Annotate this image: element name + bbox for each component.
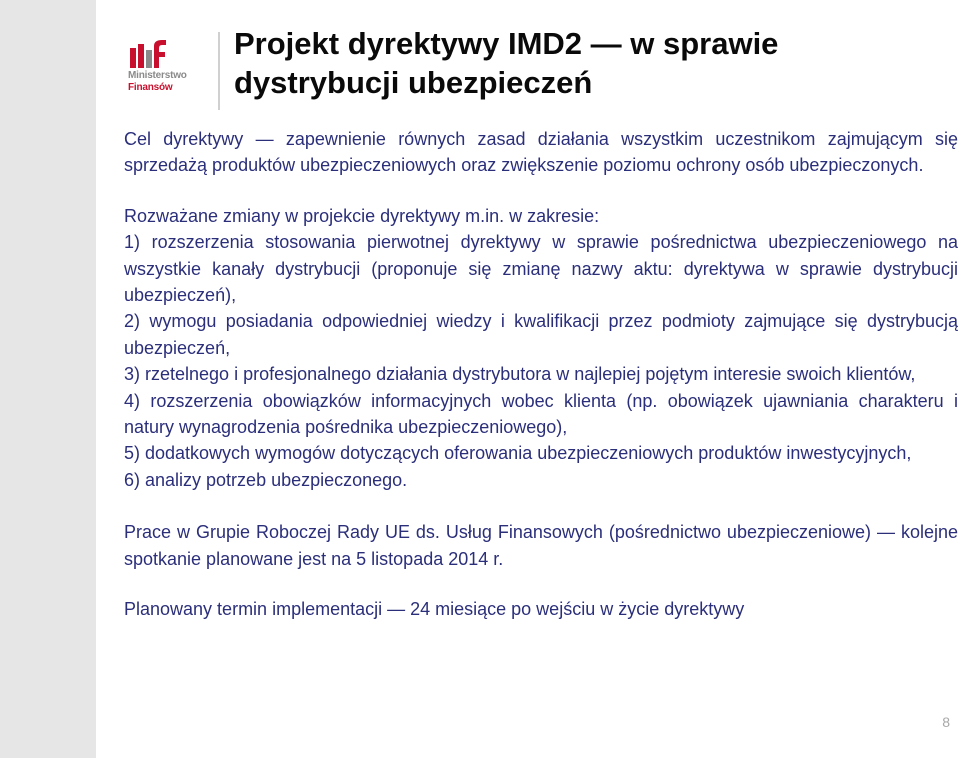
header-divider	[218, 32, 220, 110]
list-item: 6) analizy potrzeb ubezpieczonego.	[124, 469, 408, 490]
intro-paragraph: Rozważane zmiany w projekcie dyrektywy m.in. w zakresie:	[124, 205, 600, 226]
logo-text-line2: Finansów	[128, 82, 173, 93]
sidebar-panel	[0, 0, 96, 758]
ministry-logo-icon	[128, 40, 168, 68]
page-number: 8	[942, 714, 950, 730]
goal-paragraph: Cel dyrektywy — zapewnienie równych zasad działania wszystkim uczestnikom zajmującym się sprzedażą produktów ubezpieczeniowych oraz zwiększenie poziomu ochrony osób ubezpieczonych.	[124, 129, 958, 176]
list-item: 3) rzetelnego i profesjonalnego działania dystrybutora w najlepiej pojętym interesie swoich klientów,	[124, 364, 916, 385]
deadline-paragraph: Planowany termin implementacji — 24 miesiące po wejściu w życie dyrektywy	[124, 599, 745, 620]
slide-title: Projekt dyrektywy IMD2 — w sprawie dystrybucji ubezpieczeń	[234, 26, 779, 100]
ministry-of-finance-logo	[124, 40, 187, 96]
list-item: 2) wymogu posiadania odpowiedniej wiedzy i kwalifikacji przez podmioty zajmujące się dystrybucją ubezpieczeń,	[124, 311, 958, 358]
list-item: 5) dodatkowych wymogów dotyczących oferowania ubezpieczeniowych produktów inwestycyjnych,	[124, 443, 912, 464]
list-item: 1) rozszerzenia stosowania pierwotnej dyrektywy w sprawie pośrednictwa ubezpieczeniowego na wszystkie kanały dystrybucji (proponuje się zmianę nazwy aktu: dyrektywa w sprawie dystrybucji ubezpieczeń),	[124, 232, 958, 306]
logo-text-line1: Ministerstwo	[128, 70, 187, 81]
slide-body	[124, 126, 958, 623]
list-item: 4) rozszerzenia obowiązków informacyjnych wobec klienta (np. obowiązek ujawniania charakteru i natury wynagrodzenia pośrednika ubezpieczeniowego),	[124, 390, 958, 438]
work-paragraph: Prace w Grupie Roboczej Rady UE ds. Usług Finansowych (pośrednictwo ubezpieczeniowe) — kolejne spotkanie planowane jest na 5 listopada 2014 r.	[124, 522, 958, 569]
